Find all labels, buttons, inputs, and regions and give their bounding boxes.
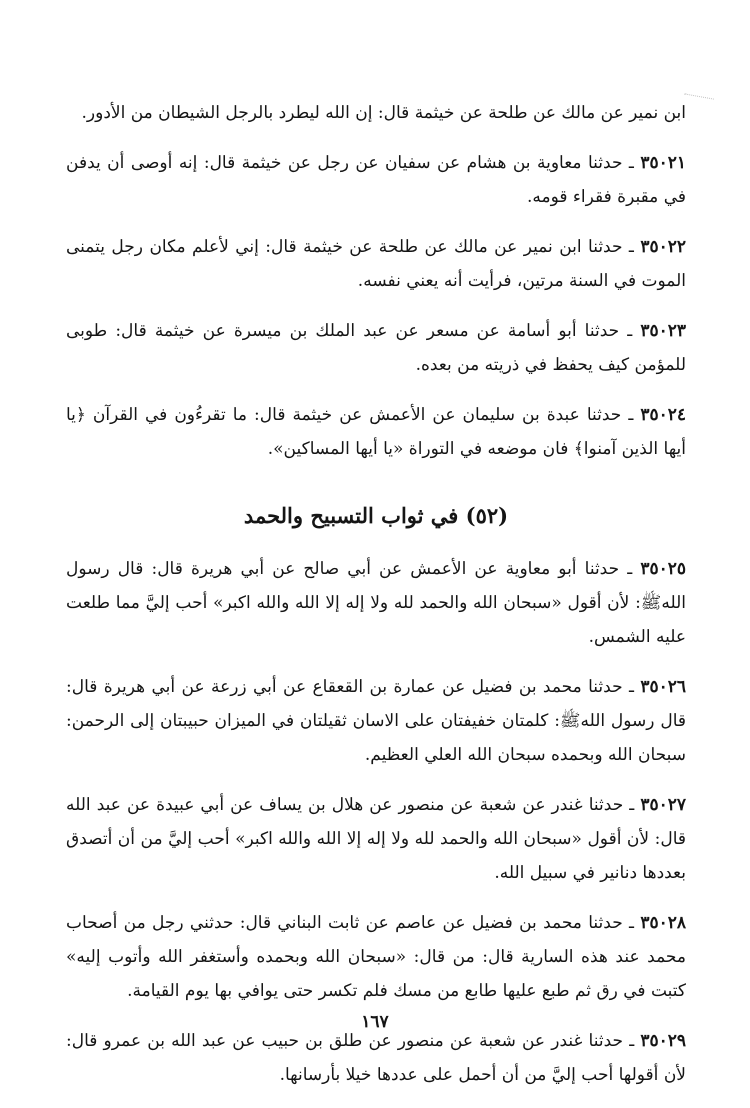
hadith-number: ٣٥٠٢٦: [640, 677, 687, 697]
page-number: ١٦٧: [361, 1012, 389, 1032]
hadith-text: ـ حدثنا أبو معاوية عن الأعمش عن أبي صالح عن أبي هريرة قال: قال رسول اللهﷺ: لأن أقول «سبحان الله والحمد لله ولا إله إلا الله والله اكبر» أحب إليَّ مما طلعت عليه الشمس.: [66, 559, 686, 647]
hadith-number: ٣٥٠٢٨: [640, 913, 686, 933]
hadith-35021: [66, 146, 686, 214]
paragraph-continuation: [66, 96, 686, 130]
hadith-text: ـ حدثنا غندر عن شعبة عن منصور عن هلال بن يساف عن أبي عبيدة عن عبد الله قال: لأن أقول «سبحان الله والحمد لله ولا إله إلا الله والله اكبر» أحب إليَّ من أن أتصدق بعددها دنانير في سبيل الله.: [66, 795, 686, 883]
paragraph-text: ابن نمير عن مالك عن طلحة عن خيثمة قال: إن الله ليطرد بالرجل الشيطان من الأدور.: [81, 103, 686, 123]
hadith-text: ـ حدثنا عبدة بن سليمان عن الأعمش عن خيثمة قال: ما تقرءُون في القرآن ﴿يا أيها الذين آمنوا﴾ فان موضعه في التوراة «يا أيها المساكين».: [66, 405, 686, 459]
hadith-35023: [66, 314, 686, 382]
hadith-text: ـ حدثنا معاوية بن هشام عن سفيان عن رجل عن خيثمة قال: إنه أوصى أن يدفن في مقبرة فقراء قومه.: [66, 153, 686, 207]
section-heading: (٥٢) في ثواب التسبيح والحمد: [243, 503, 509, 528]
hadith-35027: [66, 788, 686, 890]
hadith-number: ٣٥٠٢٧: [640, 795, 687, 815]
hadith-number: ٣٥٠٢٥: [640, 559, 686, 579]
scan-artifact: [684, 93, 714, 100]
hadith-text: ـ حدثنا محمد بن فضيل عن عمارة بن القعقاع عن أبي زرعة عن أبي هريرة قال: قال رسول اللهﷺ: كلمتان خفيفتان على الاسان ثقيلتان في الميزان حبيبتان إلى الرحمن: سبحان الله وبحمده سبحان الله العلي العظيم.: [66, 677, 686, 765]
hadith-35026: [66, 670, 686, 772]
hadith-35028: [66, 906, 686, 1008]
hadith-35029: [66, 1024, 686, 1092]
hadith-text: ـ حدثنا ابن نمير عن مالك عن طلحة عن خيثمة قال: إني لأعلم مكان رجل يتمنى الموت في السنة مرتين، فرأيت أنه يعني نفسه.: [66, 237, 686, 291]
hadith-35025: [66, 552, 686, 654]
page-body: [66, 96, 686, 1108]
hadith-number: ٣٥٠٢٤: [640, 405, 686, 425]
hadith-number: ٣٥٠٢٩: [640, 1031, 686, 1051]
hadith-number: ٣٥٠٢٣: [640, 321, 686, 341]
hadith-text: ـ حدثنا أبو أسامة عن مسعر عن عبد الملك بن ميسرة عن خيثمة قال: طوبى للمؤمن كيف يحفظ في ذريته من بعده.: [66, 321, 686, 375]
hadith-text: ـ حدثنا محمد بن فضيل عن عاصم عن ثابت البناني قال: حدثني رجل من أصحاب محمد عند هذه السارية قال: من قال: «سبحان الله وبحمده وأستغفر الله وأتوب إليه» كتبت في رق ثم طبع عليها طابع من مسك فلم تكسر حتى يوافي بها يوم القيامة.: [66, 913, 686, 1001]
hadith-35022: [66, 230, 686, 298]
hadith-35024: [66, 398, 686, 466]
hadith-number: ٣٥٠٢١: [640, 153, 686, 173]
hadith-number: ٣٥٠٢٢: [640, 237, 686, 257]
hadith-text: ـ حدثنا غندر عن شعبة عن منصور عن طلق بن حبيب عن عبد الله بن عمرو قال: لأن أقولها أحب إليَّ من أن أحمل على عددها خيلا بأرسانها.: [66, 1031, 686, 1085]
